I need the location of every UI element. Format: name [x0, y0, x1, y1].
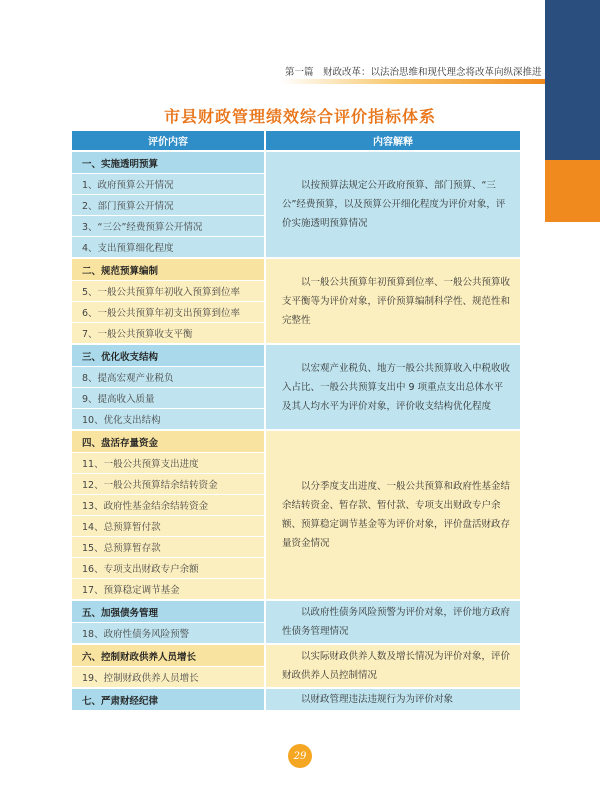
- column-header-explanation: 内容解释: [373, 137, 413, 148]
- table-row: 4、支出预算细化程度: [72, 236, 264, 257]
- running-header: 第一篇 财政改革：以法治思维和现代理念将改革向纵深推进: [285, 67, 542, 78]
- table-row: 3、“三公”经费预算公开情况: [72, 215, 264, 236]
- table-row: 17、预算稳定调节基金: [72, 578, 264, 599]
- table-row: 18、政府性债务风险预警: [72, 622, 264, 643]
- page-title: 市县财政管理绩效综合评价指标体系: [163, 107, 436, 126]
- table-section: [72, 429, 520, 599]
- header-rule: [280, 79, 545, 84]
- page-number: 29: [288, 744, 312, 768]
- section-description: 以分季度支出进度、一般公共预算和政府性基金结余结转资金、暂存款、暂付款、专项支出财政专户余额、预算稳定调节基金等为评价对象，评价盘活财政存量资金情况: [282, 481, 511, 549]
- table-row: 9、提高收入质量: [72, 387, 264, 408]
- side-band-blue: [545, 0, 600, 160]
- side-band-orange: [545, 160, 600, 222]
- table-section: [72, 150, 520, 257]
- table-row: 13、政府性基金结余结转资金: [72, 494, 264, 515]
- section-heading: 二、规范预算编制: [72, 259, 264, 280]
- table-row: 19、控制财政供养人员增长: [72, 666, 264, 687]
- table-row: 8、提高宏观产业税负: [72, 366, 264, 387]
- table-section: [72, 643, 520, 687]
- section-description: 以实际财政供养人数及增长情况为评价对象，评价财政供养人员控制情况: [282, 651, 511, 681]
- table-row: 10、优化支出结构: [72, 408, 264, 429]
- table-section: [72, 599, 520, 643]
- section-description: 以财政管理违法违规行为为评价对象: [301, 694, 454, 705]
- table-header: [72, 131, 520, 150]
- table-row: 16、专项支出财政专户余额: [72, 557, 264, 578]
- table-row: 12、一般公共预算结余结转资金: [72, 473, 264, 494]
- indicator-table: [72, 131, 520, 710]
- column-header-content: 评价内容: [72, 131, 266, 150]
- section-heading: 四、盘活存量资金: [72, 431, 264, 452]
- table-row: 2、部门预算公开情况: [72, 194, 264, 215]
- table-row: 7、一般公共预算收支平衡: [72, 322, 264, 343]
- table-section: [72, 257, 520, 343]
- section-heading: 七、严肃财经纪律: [72, 689, 264, 710]
- table-row: 6、一般公共预算年初支出预算到位率: [72, 301, 264, 322]
- section-heading: 六、控制财政供养人员增长: [72, 645, 264, 666]
- section-description: 以宏观产业税负、地方一般公共预算收入中税收收入占比、一般公共预算支出中 9 项重点支出总体水平及其人均水平为评价对象，评价收支结构优化程度: [282, 362, 511, 412]
- section-heading: 一、实施透明预算: [72, 152, 264, 173]
- section-heading: 五、加强债务管理: [72, 601, 264, 622]
- table-section: [72, 687, 520, 710]
- section-description: 以一般公共预算年初预算到位率、一般公共预算收支平衡等为评价对象，评价预算编制科学性、规范性和完整性: [282, 276, 511, 326]
- table-section: [72, 343, 520, 429]
- section-description: 以政府性债务风险预警为评价对象，评价地方政府性债务管理情况: [282, 607, 511, 637]
- section-heading: 三、优化收支结构: [72, 345, 264, 366]
- table-row: 1、政府预算公开情况: [72, 173, 264, 194]
- table-row: 11、一般公共预算支出进度: [72, 452, 264, 473]
- table-row: 15、总预算暂存款: [72, 536, 264, 557]
- table-row: 14、总预算暂付款: [72, 515, 264, 536]
- section-description: 以按预算法规定公开政府预算、部门预算、“三公”经费预算，以及预算公开细化程度为评价对象，评价实施透明预算情况: [282, 180, 506, 229]
- table-row: 5、一般公共预算年初收入预算到位率: [72, 280, 264, 301]
